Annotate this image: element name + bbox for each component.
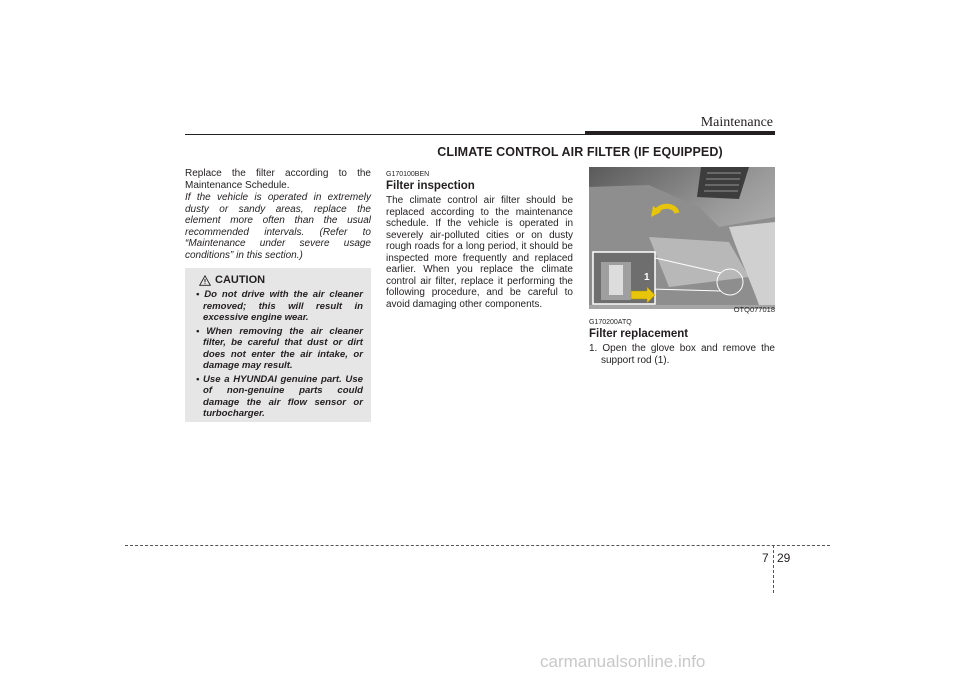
page-title: CLIMATE CONTROL AIR FILTER (IF EQUIPPED) <box>437 145 723 159</box>
inspection-heading: Filter inspection <box>386 180 475 192</box>
page-number: 29 <box>777 551 791 565</box>
caution-box <box>185 268 371 422</box>
intro-text: Replace the filter according to the Maintenance Schedule. <box>185 168 371 191</box>
watermark: carmanualsonline.info <box>540 652 706 671</box>
left-column <box>185 168 371 261</box>
replacement-step: 1. Open the glove box and remove the support rod (1). <box>589 343 775 366</box>
footer-rule <box>125 545 830 546</box>
replacement-code: G170200ATQ <box>589 319 632 326</box>
chapter-number: 7 <box>762 551 769 565</box>
caution-item: • When removing the air cleaner filter, be careful that dust or dirt does not enter the air intake, or damage may result. <box>196 325 363 371</box>
header-rule <box>185 134 585 135</box>
replacement-heading: Filter replacement <box>589 328 689 340</box>
caution-header <box>193 274 363 286</box>
caution-item: • Use a HYUNDAI genuine part. Use of non-genuine parts could damage the air flow sensor or turbocharger. <box>196 373 363 419</box>
header-section-title: Maintenance <box>700 115 773 130</box>
figure-caption: OTQ077018 <box>733 305 775 314</box>
callout-number: 1 <box>644 272 650 283</box>
caution-item: • Do not drive with the air cleaner removed; this will result in excessive engine wear. <box>196 289 363 323</box>
footer-divider <box>773 545 774 593</box>
caution-title: CAUTION <box>215 274 266 286</box>
warning-triangle-icon <box>199 275 211 286</box>
inspection-code: G170100BEN <box>386 171 430 178</box>
inspection-body: The climate control air filter should be replaced according to the maintenance schedule. If the vehicle is operated in severely air-polluted cities or on dusty rough roads for a long period, it should be inspected more frequently and replaced earlier. When you replace the climate control air filter, replace it performing the following procedure, and be careful to avoid damaging other components. <box>386 195 573 310</box>
caution-list <box>193 289 363 420</box>
severe-usage-note: If the vehicle is operated in extremely dusty or sandy areas, replace the element more often than the usual recommended intervals. (Refer to “Maintenance under severe usage conditions” in this section.) <box>185 192 371 261</box>
header-rule-accent <box>585 131 775 135</box>
inspection-section <box>386 168 573 310</box>
glove-box-illustration <box>589 167 775 305</box>
replacement-section <box>589 316 775 366</box>
glove-box-figure <box>589 167 775 309</box>
